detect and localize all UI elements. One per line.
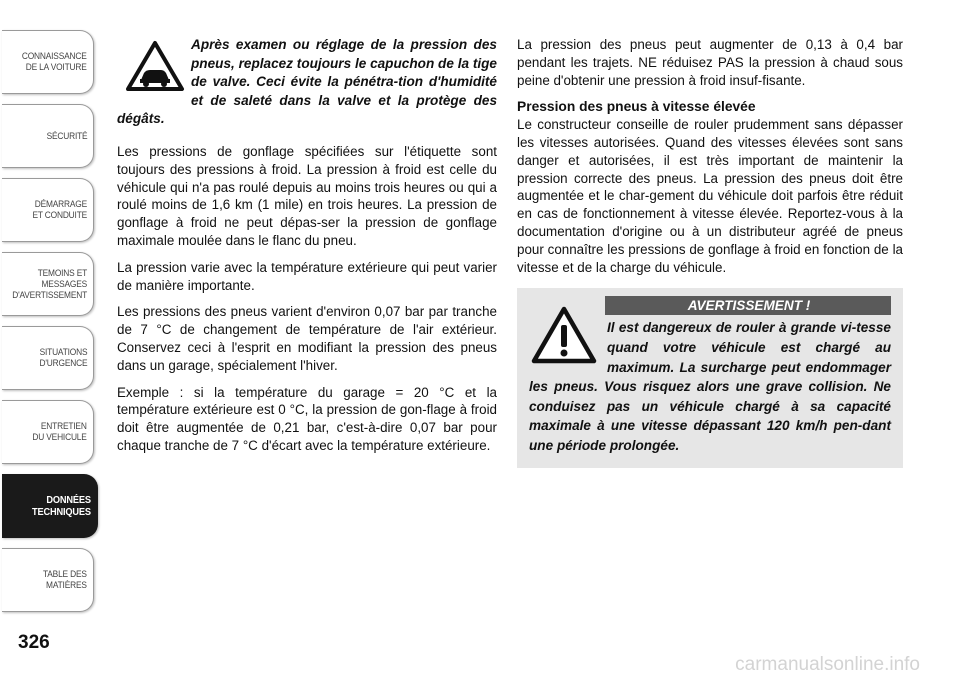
paragraph: Le constructeur conseille de rouler prudemment sans dépasser les vitesses autorisées. Quand des vitesses élevées sont sans danger et autorisées, il est très important de maintenir la pression correcte des pneus. La pression des pneus doit être augmentée et le char-gement du véhicule doit parfois être réduit en cas de fonctionnement à vitesse élevée. Reportez-vous à la documentation d'origine ou à un distributeur agréé de pneus pour connaître les pressions de gonflage à froid en fonction de la vitesse et de la charge du véhicule. xyxy=(517,117,903,275)
valve-cap-warning xyxy=(117,36,497,129)
tab-donnees-techniques[interactable] xyxy=(2,474,98,538)
warning-title: AVERTISSEMENT ! xyxy=(605,296,891,315)
tab-label: SITUATIONS D'URGENCE xyxy=(39,347,87,369)
car-warning-triangle-icon xyxy=(125,40,185,92)
tab-table-des-matieres[interactable] xyxy=(2,548,94,612)
tab-connaissance[interactable] xyxy=(2,30,94,94)
warning-triangle-icon xyxy=(531,306,597,364)
paragraph: Les pressions de gonflage spécifiées sur l'étiquette sont toujours des pressions à froid. La pression à froid est celle du véhicule qui n'a pas roulé depuis au moins trois heures ou qui a roulé moins de 1,6 km (1 mile) en trois heures. La pression de gonflage à froid ne peut dépas-ser la pression de gonflage maximale moulée dans le flanc du pneu. xyxy=(117,143,497,248)
paragraph: La pression des pneus peut augmenter de 0,13 à 0,4 bar pendant les trajets. NE réduisez PAS la pression à chaud sous peine d'obtenir une pression à froid insuf-fisante. xyxy=(517,37,903,88)
tab-label: TABLE DES MATIÈRES xyxy=(43,569,87,591)
tab-entretien[interactable] xyxy=(2,400,94,464)
warning-box xyxy=(517,288,903,467)
tab-label: CONNAISSANCE DE LA VOITURE xyxy=(22,51,87,73)
paragraph: Exemple : si la température du garage = 20 °C et la température extérieure est 0 °C, la pression de gon-flage à froid doit être augmentée de 0,21 bar, c'est-à-dire 0,07 bar pour chaque tranche de 7 °C d'écart avec la température extérieure. xyxy=(117,384,497,453)
tab-label: DÉMARRAGE ET CONDUITE xyxy=(32,199,87,221)
tab-label: TEMOINS ET MESSAGES D'AVERTISSEMENT xyxy=(12,267,87,301)
tab-securite[interactable] xyxy=(2,104,94,168)
paragraph: La pression varie avec la température extérieure qui peut varier de manière importante. xyxy=(117,259,497,293)
page-number: 326 xyxy=(18,632,50,653)
right-column xyxy=(517,36,903,468)
paragraph: Les pressions des pneus varient d'environ 0,07 bar par tranche de 7 °C de changement de température de l'air extérieur. Conservez ceci à l'esprit en modifiant la pression des pneus dans un garage, spécialement l'hiver. xyxy=(117,304,497,373)
tab-label: DONNÉES TECHNIQUES xyxy=(32,494,91,518)
tab-demarrage[interactable] xyxy=(2,178,94,242)
tab-label: ENTRETIEN DU VEHICULE xyxy=(32,421,87,443)
tab-situations[interactable] xyxy=(2,326,94,390)
left-column xyxy=(117,36,497,464)
warning-body: Il est dangereux de rouler à grande vi-tesse quand votre véhicule est chargé au maximum. La surcharge peut endommager les pneus. Vous risquez alors une grave collision. Ne conduisez pas un véhicule chargé à sa capacité maximale à une vitesse dépassant 120 km/h pen-dant une période prolongée. xyxy=(529,320,891,453)
watermark-text: carmanualsonline.info xyxy=(735,654,920,675)
warning-text: Après examen ou réglage de la pression des pneus, replacez toujours le capuchon de la tige de valve. Ceci évite la pénétra-tion d'humidité et de saleté dans la valve et la protège des dégâts. xyxy=(117,37,497,127)
tab-temoins[interactable] xyxy=(2,252,94,316)
section-heading: Pression des pneus à vitesse élevée xyxy=(517,99,756,115)
tab-label: SÉCURITÉ xyxy=(46,130,87,142)
